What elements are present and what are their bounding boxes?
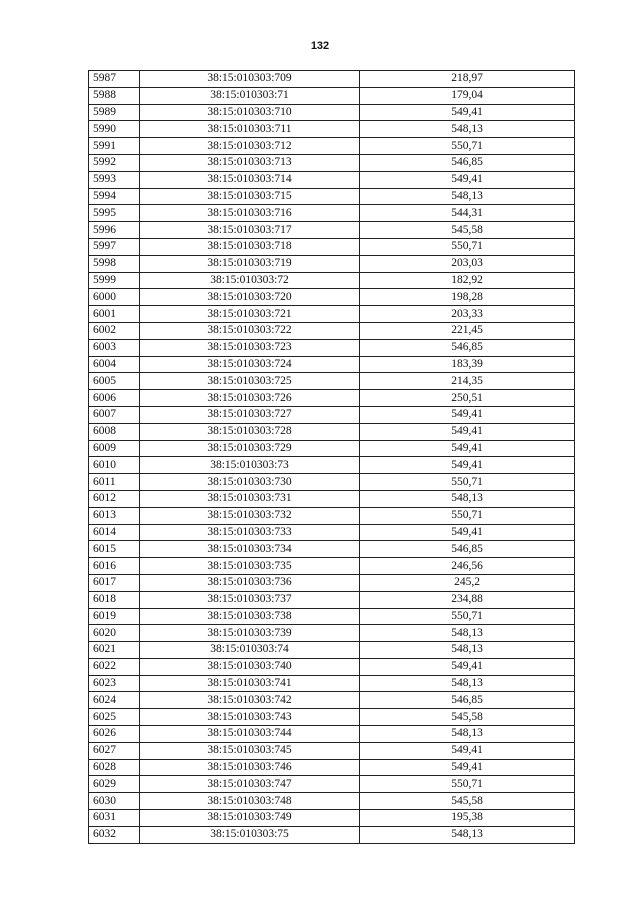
cadastral-number-cell: 38:15:010303:732 [140,507,360,524]
cadastral-number-cell: 38:15:010303:710 [140,104,360,121]
table-row [89,188,575,205]
value-cell: 549,41 [360,423,575,440]
value-cell: 544,31 [360,205,575,222]
cadastral-number-cell: 38:15:010303:72 [140,272,360,289]
table-row [89,642,575,659]
row-number-cell: 6006 [89,390,140,407]
value-cell: 221,45 [360,322,575,339]
value-cell: 246,56 [360,558,575,575]
row-number-cell: 6028 [89,759,140,776]
value-cell: 198,28 [360,289,575,306]
cadastral-number-cell: 38:15:010303:734 [140,541,360,558]
value-cell: 548,13 [360,625,575,642]
table-row [89,558,575,575]
cadastral-number-cell: 38:15:010303:728 [140,423,360,440]
row-number-cell: 5991 [89,138,140,155]
row-number-cell: 6031 [89,810,140,827]
table-row [89,490,575,507]
table-row [89,675,575,692]
table-row [89,138,575,155]
row-number-cell: 5996 [89,222,140,239]
cadastral-number-cell: 38:15:010303:720 [140,289,360,306]
value-cell: 550,71 [360,474,575,491]
value-cell: 550,71 [360,776,575,793]
cadastral-number-cell: 38:15:010303:735 [140,558,360,575]
cadastral-number-cell: 38:15:010303:740 [140,658,360,675]
value-cell: 179,04 [360,87,575,104]
cadastral-number-cell: 38:15:010303:727 [140,406,360,423]
row-number-cell: 5987 [89,71,140,88]
row-number-cell: 6012 [89,490,140,507]
cadastral-number-cell: 38:15:010303:716 [140,205,360,222]
cadastral-number-cell: 38:15:010303:74 [140,642,360,659]
cadastral-number-cell: 38:15:010303:724 [140,356,360,373]
row-number-cell: 6000 [89,289,140,306]
row-number-cell: 6026 [89,726,140,743]
table-row [89,222,575,239]
table-row [89,306,575,323]
value-cell: 546,85 [360,339,575,356]
table-row [89,826,575,843]
table-row [89,339,575,356]
row-number-cell: 6029 [89,776,140,793]
cadastral-number-cell: 38:15:010303:729 [140,440,360,457]
cadastral-number-cell: 38:15:010303:73 [140,457,360,474]
table-row [89,793,575,810]
row-number-cell: 6015 [89,541,140,558]
row-number-cell: 5998 [89,255,140,272]
table-row [89,390,575,407]
table-row [89,322,575,339]
cadastral-number-cell: 38:15:010303:748 [140,793,360,810]
cadastral-number-cell: 38:15:010303:717 [140,222,360,239]
cadastral-number-cell: 38:15:010303:713 [140,154,360,171]
table-row [89,104,575,121]
cadastral-number-cell: 38:15:010303:743 [140,709,360,726]
table-row [89,272,575,289]
table-row [89,709,575,726]
row-number-cell: 6007 [89,406,140,423]
row-number-cell: 6018 [89,591,140,608]
cadastral-number-cell: 38:15:010303:711 [140,121,360,138]
cadastral-number-cell: 38:15:010303:745 [140,742,360,759]
table-row [89,726,575,743]
table-row [89,658,575,675]
cadastral-number-cell: 38:15:010303:746 [140,759,360,776]
value-cell: 245,2 [360,574,575,591]
row-number-cell: 6004 [89,356,140,373]
cadastral-number-cell: 38:15:010303:715 [140,188,360,205]
table-row [89,238,575,255]
table-row [89,507,575,524]
value-cell: 550,71 [360,608,575,625]
row-number-cell: 6003 [89,339,140,356]
cadastral-number-cell: 38:15:010303:71 [140,87,360,104]
cadastral-number-cell: 38:15:010303:718 [140,238,360,255]
table-row [89,759,575,776]
table-row [89,171,575,188]
cadastral-number-cell: 38:15:010303:714 [140,171,360,188]
row-number-cell: 6032 [89,826,140,843]
row-number-cell: 6030 [89,793,140,810]
row-number-cell: 6005 [89,373,140,390]
row-number-cell: 5993 [89,171,140,188]
row-number-cell: 6011 [89,474,140,491]
table-row [89,692,575,709]
cadastral-number-cell: 38:15:010303:709 [140,71,360,88]
value-cell: 548,13 [360,726,575,743]
value-cell: 549,41 [360,658,575,675]
table-body [89,71,575,844]
table-row [89,154,575,171]
row-number-cell: 6009 [89,440,140,457]
cadastral-number-cell: 38:15:010303:731 [140,490,360,507]
cadastral-number-cell: 38:15:010303:75 [140,826,360,843]
table-row [89,423,575,440]
table-row [89,524,575,541]
cadastral-number-cell: 38:15:010303:721 [140,306,360,323]
cadastral-number-cell: 38:15:010303:730 [140,474,360,491]
row-number-cell: 6013 [89,507,140,524]
cadastral-number-cell: 38:15:010303:719 [140,255,360,272]
cadastral-number-cell: 38:15:010303:722 [140,322,360,339]
table-row [89,289,575,306]
value-cell: 548,13 [360,121,575,138]
value-cell: 546,85 [360,692,575,709]
table-row [89,457,575,474]
table-row [89,608,575,625]
value-cell: 550,71 [360,138,575,155]
cadastral-number-cell: 38:15:010303:725 [140,373,360,390]
cadastral-number-cell: 38:15:010303:744 [140,726,360,743]
table-row [89,625,575,642]
value-cell: 549,41 [360,457,575,474]
value-cell: 550,71 [360,238,575,255]
data-table [88,70,575,844]
value-cell: 546,85 [360,154,575,171]
value-cell: 548,13 [360,675,575,692]
table-row [89,71,575,88]
cadastral-number-cell: 38:15:010303:742 [140,692,360,709]
value-cell: 545,58 [360,793,575,810]
value-cell: 183,39 [360,356,575,373]
value-cell: 203,03 [360,255,575,272]
value-cell: 214,35 [360,373,575,390]
table-row [89,205,575,222]
row-number-cell: 6002 [89,322,140,339]
cadastral-number-cell: 38:15:010303:737 [140,591,360,608]
value-cell: 549,41 [360,104,575,121]
value-cell: 549,41 [360,742,575,759]
row-number-cell: 6001 [89,306,140,323]
value-cell: 218,97 [360,71,575,88]
value-cell: 250,51 [360,390,575,407]
value-cell: 549,41 [360,171,575,188]
row-number-cell: 6019 [89,608,140,625]
value-cell: 548,13 [360,642,575,659]
row-number-cell: 5990 [89,121,140,138]
row-number-cell: 5994 [89,188,140,205]
table-row [89,591,575,608]
table-row [89,776,575,793]
value-cell: 548,13 [360,826,575,843]
value-cell: 549,41 [360,759,575,776]
cadastral-number-cell: 38:15:010303:738 [140,608,360,625]
cadastral-number-cell: 38:15:010303:723 [140,339,360,356]
value-cell: 549,41 [360,406,575,423]
table-row [89,255,575,272]
row-number-cell: 6020 [89,625,140,642]
cadastral-number-cell: 38:15:010303:726 [140,390,360,407]
table-row [89,574,575,591]
row-number-cell: 6027 [89,742,140,759]
value-cell: 549,41 [360,440,575,457]
row-number-cell: 6024 [89,692,140,709]
table-row [89,356,575,373]
row-number-cell: 5999 [89,272,140,289]
row-number-cell: 6014 [89,524,140,541]
row-number-cell: 6017 [89,574,140,591]
value-cell: 234,88 [360,591,575,608]
table-row [89,810,575,827]
value-cell: 549,41 [360,524,575,541]
value-cell: 545,58 [360,709,575,726]
value-cell: 546,85 [360,541,575,558]
table-row [89,121,575,138]
row-number-cell: 6016 [89,558,140,575]
value-cell: 545,58 [360,222,575,239]
value-cell: 203,33 [360,306,575,323]
row-number-cell: 6010 [89,457,140,474]
row-number-cell: 6021 [89,642,140,659]
cadastral-number-cell: 38:15:010303:747 [140,776,360,793]
row-number-cell: 6022 [89,658,140,675]
row-number-cell: 5989 [89,104,140,121]
table-row [89,742,575,759]
cadastral-number-cell: 38:15:010303:749 [140,810,360,827]
value-cell: 550,71 [360,507,575,524]
value-cell: 182,92 [360,272,575,289]
row-number-cell: 5992 [89,154,140,171]
table-row [89,541,575,558]
table-row [89,406,575,423]
row-number-cell: 6023 [89,675,140,692]
row-number-cell: 5997 [89,238,140,255]
table-row [89,373,575,390]
table-row [89,474,575,491]
cadastral-number-cell: 38:15:010303:733 [140,524,360,541]
cadastral-number-cell: 38:15:010303:741 [140,675,360,692]
value-cell: 548,13 [360,490,575,507]
row-number-cell: 6025 [89,709,140,726]
cadastral-number-cell: 38:15:010303:739 [140,625,360,642]
table-row [89,87,575,104]
table-row [89,440,575,457]
cadastral-number-cell: 38:15:010303:712 [140,138,360,155]
row-number-cell: 6008 [89,423,140,440]
row-number-cell: 5995 [89,205,140,222]
value-cell: 548,13 [360,188,575,205]
value-cell: 195,38 [360,810,575,827]
row-number-cell: 5988 [89,87,140,104]
cadastral-number-cell: 38:15:010303:736 [140,574,360,591]
page-number: 132 [310,40,330,52]
